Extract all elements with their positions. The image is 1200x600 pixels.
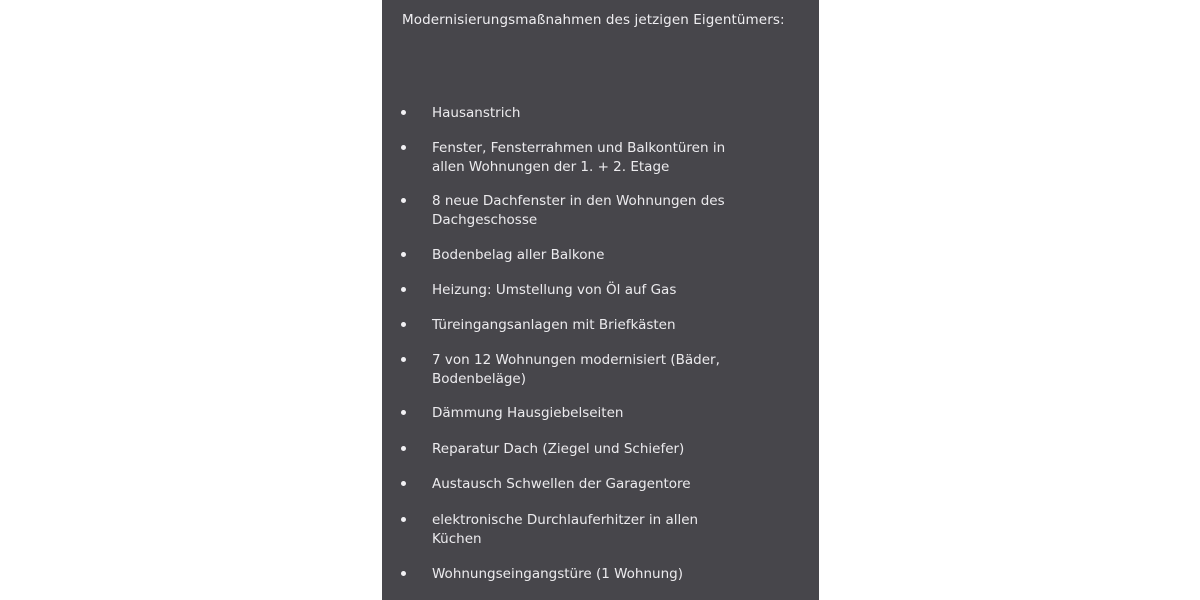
list-item-text: Bodenbelag aller Balkone [432,247,605,263]
section-heading: Modernisierungsmaßnahmen des jetzigen Eigentümers: [402,12,785,28]
list-item-text: 8 neue Dachfenster in den Wohnungen des Dachgeschosse [432,193,725,228]
bullet-icon [401,517,406,522]
list-item-text: Austausch Schwellen der Garagentore [432,476,691,492]
list-item-text: Wohnungseingangstüre (1 Wohnung) [432,566,683,582]
list-item-text: Hausanstrich [432,105,521,121]
bullet-icon [401,571,406,576]
list-item-text: Dämmung Hausgiebelseiten [432,405,624,421]
bullet-icon [401,145,406,150]
list-item-text: Fenster, Fensterrahmen und Balkontüren in allen Wohnungen der 1. + 2. Etage [432,140,726,175]
list-item-text: 7 von 12 Wohnungen modernisiert (Bäder, Bodenbeläge) [432,352,720,387]
bullet-icon [401,357,406,362]
list-item-text: Türeingangsanlagen mit Briefkästen [432,317,676,333]
bullet-icon [401,287,406,292]
bullet-icon [401,110,406,115]
bullet-icon [401,322,406,327]
content-panel [382,0,819,600]
bullet-icon [401,410,406,415]
list-item-text: elektronische Durchlauferhitzer in allen Küchen [432,512,699,547]
bullet-icon [401,198,406,203]
bullet-icon [401,481,406,486]
bullet-icon [401,446,406,451]
list-item-text: Heizung: Umstellung von Öl auf Gas [432,282,677,298]
list-item-text: Reparatur Dach (Ziegel und Schiefer) [432,441,685,457]
bullet-icon [401,252,406,257]
